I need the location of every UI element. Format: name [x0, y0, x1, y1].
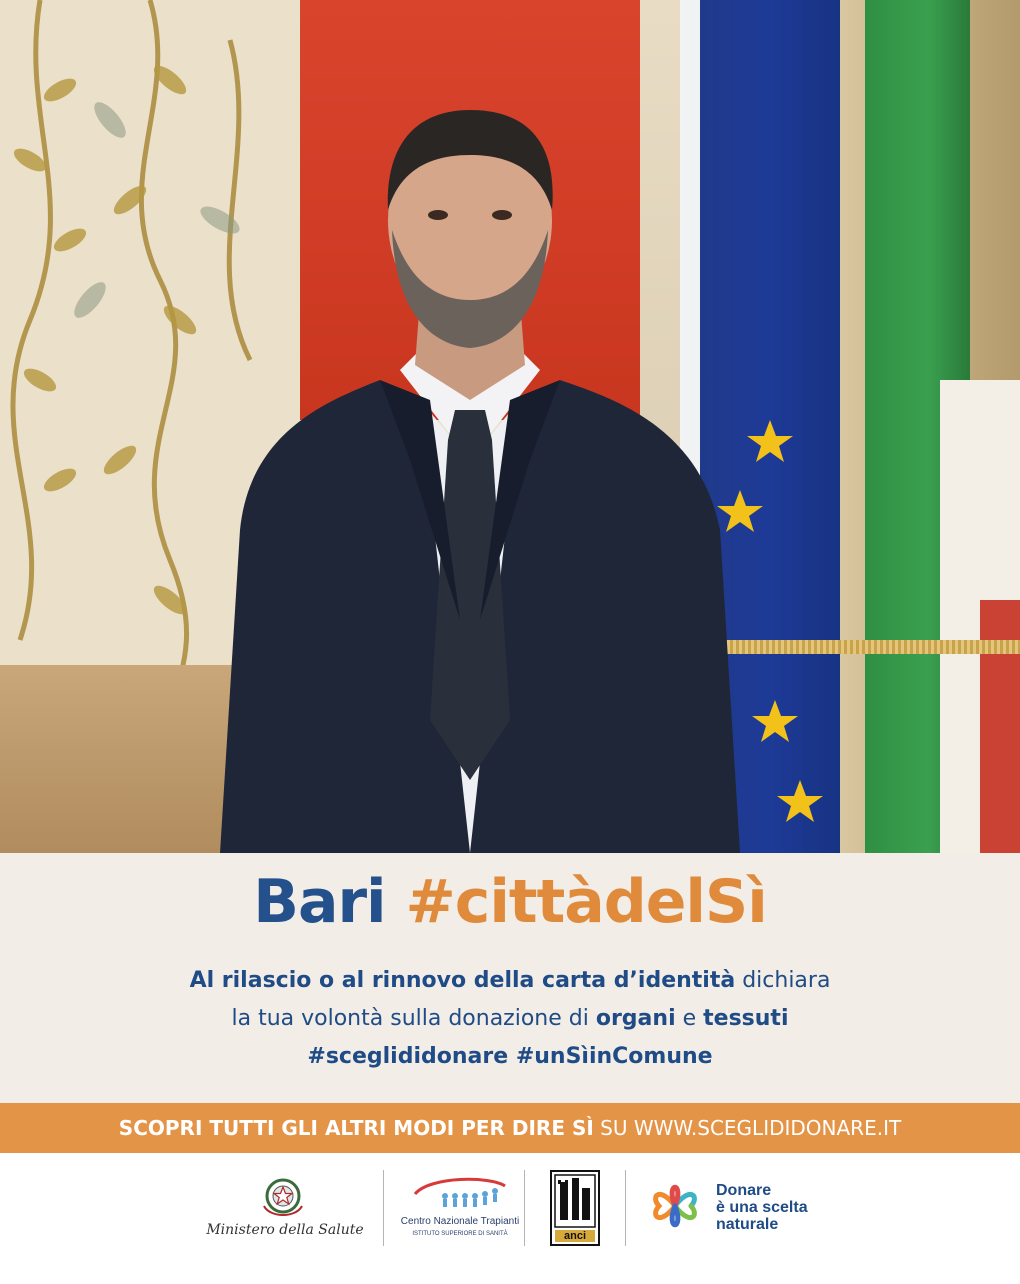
body-line-2	[0, 1000, 1020, 1038]
logo-divider-3	[625, 1170, 626, 1246]
headline	[0, 866, 1020, 938]
italian-flag-red	[980, 600, 1020, 853]
cta-bar[interactable]	[0, 1103, 1020, 1153]
body-organi: organi	[595, 1006, 676, 1031]
body-line-1	[0, 962, 1020, 1000]
donare-flower-icon	[645, 1176, 705, 1236]
iss-label: ISTITUTO SUPERIORE DI SANITÀ	[412, 1231, 508, 1237]
italian-republic-emblem-icon	[256, 1172, 310, 1224]
body-line-1-bold: Al rilascio o al rinnovo della carta d’identità	[189, 968, 736, 993]
body-line-1-rest: dichiara	[735, 968, 831, 993]
cta-su: SU	[593, 1116, 634, 1140]
logo-divider-1	[383, 1170, 384, 1246]
logo-divider-2	[524, 1170, 525, 1246]
ministero-salute-label: Ministero della Salute	[206, 1222, 364, 1238]
donare-line-3: naturale	[716, 1216, 779, 1233]
anci-label: anci	[563, 1230, 586, 1242]
headline-city: Bari	[253, 867, 386, 937]
portrait-man	[180, 100, 760, 853]
donare-slogan	[716, 1182, 846, 1233]
headline-hashtag: #cittàdelSì	[405, 867, 767, 937]
body-line-2-mid: e	[675, 1006, 704, 1031]
cnt-label: Centro Nazionale Trapianti	[400, 1216, 520, 1227]
body-text	[0, 962, 1020, 1076]
cnt-logo-icon	[410, 1174, 510, 1214]
cta-bold: SCOPRI TUTTI GLI ALTRI MODI PER DIRE SÌ	[118, 1116, 594, 1140]
body-tessuti: tessuti	[703, 1006, 789, 1031]
body-line-2-start: la tua volontà sulla donazione di	[231, 1006, 596, 1031]
body-line-3	[0, 1038, 1020, 1076]
donare-line-2: è una scelta	[716, 1199, 808, 1216]
donare-line-1: Donare	[716, 1182, 772, 1199]
body-hashtags: #sceglididonare #unSìinComune	[307, 1044, 713, 1069]
cta-url[interactable]: WWW.SCEGLIDIDONARE.IT	[633, 1116, 902, 1140]
